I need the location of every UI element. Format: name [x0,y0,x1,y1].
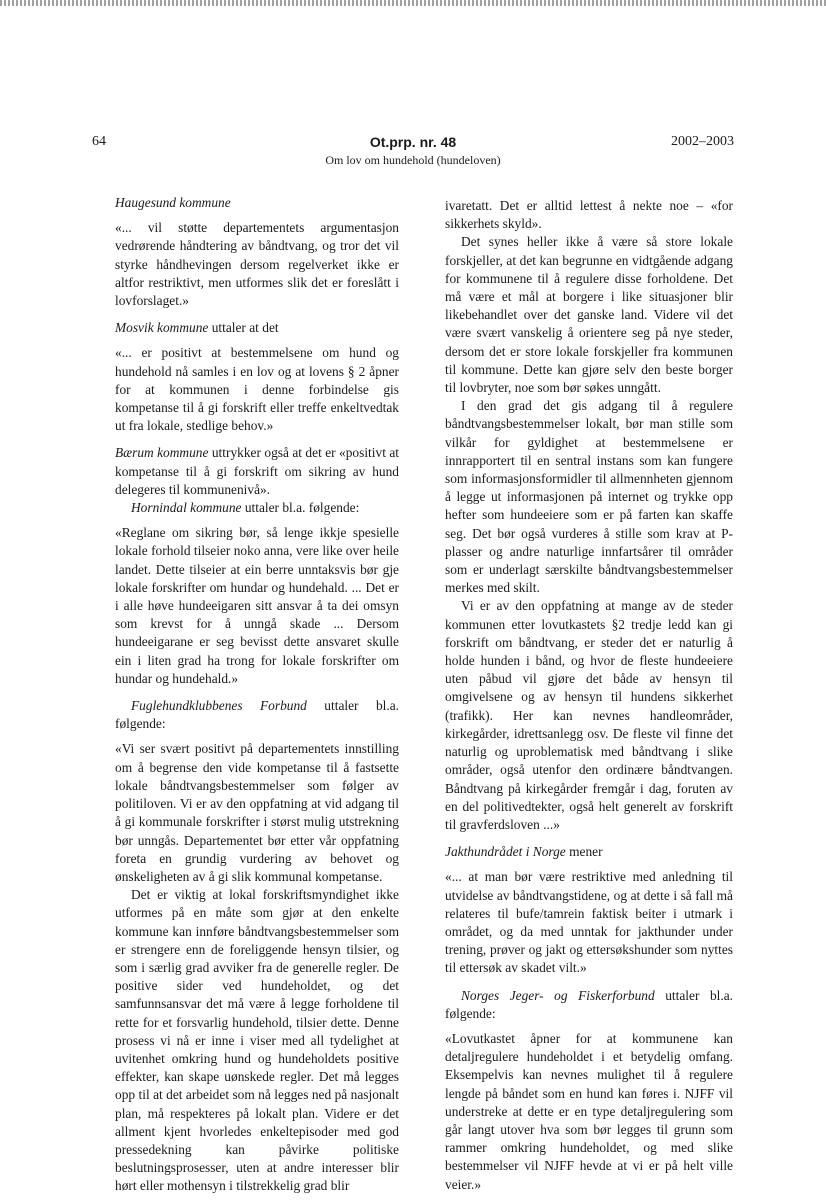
hornindal-name: Hornindal kommune [131,500,242,516]
njff-quote: «Lovutkastet åpner for at kommunene kan detaljregulere hundeholdet i et betydelig omfang. Eksempelvis kan nevnes mulighet til å regulere lengde på båndet som en hund kan føres i. NJFF vil understreke at dette er en type detaljregulering som går langt utover hva som bør legges til grunn som rammer omkring hundeholdet, og med slike bestemmelser vil NJFF hevde at vi er på helt ville veier.» [445,1030,733,1192]
jakthund-paragraph [445,843,733,861]
mosvik-name: Mosvik kommune [115,320,209,336]
njff-paragraph [445,987,733,1023]
page-number: 64 [92,134,106,149]
fuglehund-quote: «Vi ser svært positivt på departementets innstilling om å begrense den vide kompetanse til å fastsette lokale båndtvangsbestemmelser som følger av politiloven. Vi er av den oppfatning at vid adgang til å gi kommunale forskrifter i størst mulig utstrekning bør unngås. Departementet bør etter vår oppfatning foreta en grundig vurdering av behovet og ønskeligheten av å gi slik kommunal kompetanse. [115,741,399,884]
baerum-name: Bærum kommune [115,445,209,461]
right-para-3: I den grad det gis adgang til å regulere båndtvangsbestemmelser lokalt, bør man stille som vilkår for gyldighet at bestemmelsene er innrapportert til en sentral instans som kan fungere som informasjonsformidler til allmennheten gjennom å legge ut informasjonen på internet og trykke opp hefter som hundeeiere som er på farten kan skaffe seg. Det bør også vurderes å stille som krav at P-plasser og andre naturlige innfartsårer til områder som er underlagt særskilte båndtvangsbestemmelser merkes med skilt. [445,398,733,596]
hornindal-text: uttaler bl.a. følgende: [241,500,360,516]
jakthund-name: Jakthundrådet i Norge [445,844,566,860]
mosvik-paragraph [115,319,399,337]
jakthund-text: mener [565,844,603,860]
mosvik-text: uttaler at det [208,320,279,336]
njff-name: Norges Jeger- og Fiskerforbund [461,987,655,1003]
fuglehund-quote-cont: Det er viktig at lokal forskriftsmyndighet ikke utformes på en måte som gjør at den enkelte kommune kan innføre båndtvangsbestemmelser som er strengere enn de foreliggende hensyn tilsier, og som i særlig grad avviker fra de generelle regler. De positive sider ved hundeholdet, og det samfunnsansvar det må være å legge forholdene til rette for et forsvarlig hundehold, tilsier dette. Denne prosess vi nå er inne i viser med all tydelighet at uvitenhet omkring hund og hundeholdets positive effekter, kan skape uønskede regler. Det må legges opp til at det arbeidet som nå legges ned på nasjonalt plan, må respekteres på lokalt plan. Videre er det allment kjent hvorledes enkeltepisoder med god pressedekning kan påvirke politiske beslutningsprosesser, uten at andre interesser blir hørt eller mothensyn i tilstrekkelig grad blir [115,887,399,1194]
document-year: 2002–2003 [671,134,734,149]
fuglehund-paragraph [115,697,399,733]
fuglehund-text: uttaler bl.a. følgende: [115,698,400,732]
right-para-2: Det synes heller ikke å være så store lokale forskjeller, at det kan begrunne en vidtgående adgang for kommunene til å regulere disse forholdene. Det må være et mål at borgere i like situasjoner blir likebehandlet over det ganske land. Videre vil det være svært vanskelig å orientere seg på nye steder, dersom det er store lokale forskjeller fra kommunen til kommune. Dette kan gjøre selv den beste borger til lovbryter, noe som bør søkes unngått. [445,234,733,396]
hornindal-paragraph [115,499,399,517]
jakthund-quote: «... at man bør være restriktive med anledning til utvidelse av båndtvangstidene, og at dette i så fall må relateres til bufe/tamrein faktisk beiter i utmark i området, og da med unntak for jakthunder under trening, prøver og jakt og ettersøkshunder som nyttes til ettersøk av skadet vilt.» [445,869,733,976]
njff-text: uttaler bl.a. følgende: [445,987,734,1021]
document-title: Ot.prp. nr. 48 [369,134,457,150]
haugesund-heading: Haugesund kommune [115,195,231,210]
baerum-text: uttrykker også at det er «positivt at kompetanse til å gi forskrift om sikring av hund delegeres til kommunenivå». [115,445,399,497]
haugesund-quote: «... vil støtte departementets argumentasjon vedrørende håndtering av båndtvang, og tror det vil styrke håndhevingen dersom regelverket ikke er altfor restriktivt, men utformes slik det er foreslått i lovforslaget.» [115,220,399,309]
left-column [115,194,399,1196]
right-para-1: ivaretatt. Det er alltid lettest å nekte noe – «for sikkerhets skyld». [445,198,733,232]
baerum-paragraph [115,444,399,499]
fuglehund-name: Fuglehundklubbenes Forbund [131,698,307,714]
hornindal-quote: «Reglane om sikring bør, så lenge ikkje spesielle lokale forhold tilseier noko anna, vere like over heile landet. Dette tilseier at ein berre unntaksvis bør gje lokale forskrifter om hundar og hundehald. ... Det er i alle høve hundeeigaren sitt ansvar å ta dei omsyn som krevst for å unngå skade ... Dersom hundeeigarane er seg bevisst dette ansvaret skulle ein i liten grad ha trong for lokale forskrifter om hundar og hundehald.» [115,525,399,686]
mosvik-quote: «... er positivt at bestemmelsene om hund og hundehold nå samles i en lov og at lovens § 2 åpner for at kommunen i denne forbindelse gis kompetanse til å gi forskrift eller treffe enkeltvedtak ut fra lokale, stedlige behov.» [115,345,399,434]
right-para-4: Vi er av den oppfatning at mange av de steder kommunen etter lovutkastets §2 tredje ledd kan gi forskrift om båndtvang, er steder det er naturlig å holde hunden i bånd, og hvor de fleste hundeeiere uten påbud vil gjøre det både av hensyn til omgivelsene og av hensyn til hundens sikkerhet (trafikk). Her kan nevnes handleområder, kirkegårder, idrettsanlegg osv. De fleste vil finne det naturlig og uproblematisk med båndtvang i slike områder, også utenfor den ordinære båndtvangen. Båndtvang på kirkegårder fremgår i dag, foruten av en del politivedtekter, også helt generelt av forskrift til gravferdsloven ...» [445,598,733,832]
right-column [445,197,733,1203]
document-subtitle: Om lov om hundehold (hundeloven) [325,153,501,167]
scan-top-border [0,0,826,6]
